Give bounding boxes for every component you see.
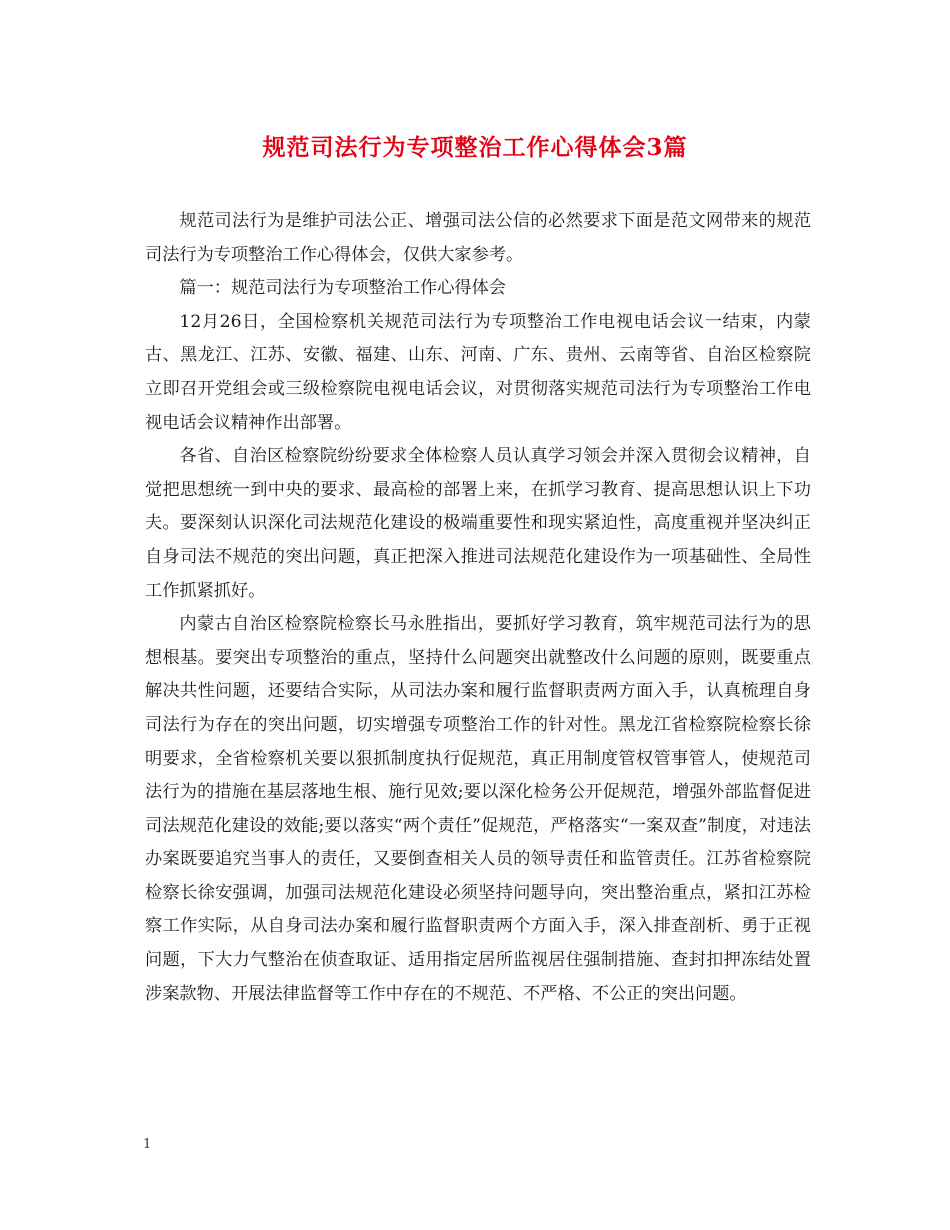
document-body <box>145 205 811 1011</box>
intro-paragraph: 规范司法行为是维护司法公正、增强司法公信的必然要求下面是范文网带来的规范司法行为专项整治工作心得体会，仅供大家参考。 <box>145 211 811 265</box>
page-number: 1 <box>143 1137 152 1152</box>
body-paragraph: 各省、自治区检察院纷纷要求全体检察人员认真学习领会并深入贯彻会议精神，自觉把思想统一到中央的要求、最高检的部署上来，在抓学习教育、提高思想认识上下功夫。要深刻认识深化司法规范化建设的极端重要性和现实紧迫性，高度重视并坚决纠正自身司法不规范的突出问题，真正把深入推进司法规范化建设作为一项基础性、全局性工作抓紧抓好。 <box>145 446 811 601</box>
document-title: 规范司法行为专项整治工作心得体会3篇 <box>262 134 688 161</box>
body-paragraph: 内蒙古自治区检察院检察长马永胜指出，要抓好学习教育，筑牢规范司法行为的思想根基。要突出专项整治的重点，坚持什么问题突出就整改什么问题的原则，既要重点解决共性问题，还要结合实际，从司法办案和履行监督职责两方面入手，认真梳理自身司法行为存在的突出问题，切实增强专项整治工作的针对性。黑龙江省检察院检察长徐明要求，全省检察机关要以狠抓制度执行促规范，真正用制度管权管事管人，使规范司法行为的措施在基层落地生根、施行见效;要以深化检务公开促规范，增强外部监督促进司法规范化建设的效能;要以落实“两个责任”促规范，严格落实“一案双查”制度，对违法办案既要追究当事人的责任，又要倒查相关人员的领导责任和监管责任。江苏省检察院检察长徐安强调，加强司法规范化建设必须坚持问题导向，突出整治重点，紧扣江苏检察工作实际，从自身司法办案和履行监督职责两个方面入手，深入排查剖析、勇于正视问题，下大力气整治在侦查取证、适用指定居所监视居住强制措施、查封扣押冻结处置涉案款物、开展法律监督等工作中存在的不规范、不严格、不公正的突出问题。 <box>145 614 811 1004</box>
body-paragraph: 12月26日，全国检察机关规范司法行为专项整治工作电视电话会议一结束，内蒙古、黑龙江、江苏、安徽、福建、山东、河南、广东、贵州、云南等省、自治区检察院立即召开党组会或三级检察院电视电话会议，对贯彻落实规范司法行为专项整治工作电视电话会议精神作出部署。 <box>145 311 811 433</box>
section-heading: 篇一：规范司法行为专项整治工作心得体会 <box>179 278 506 299</box>
